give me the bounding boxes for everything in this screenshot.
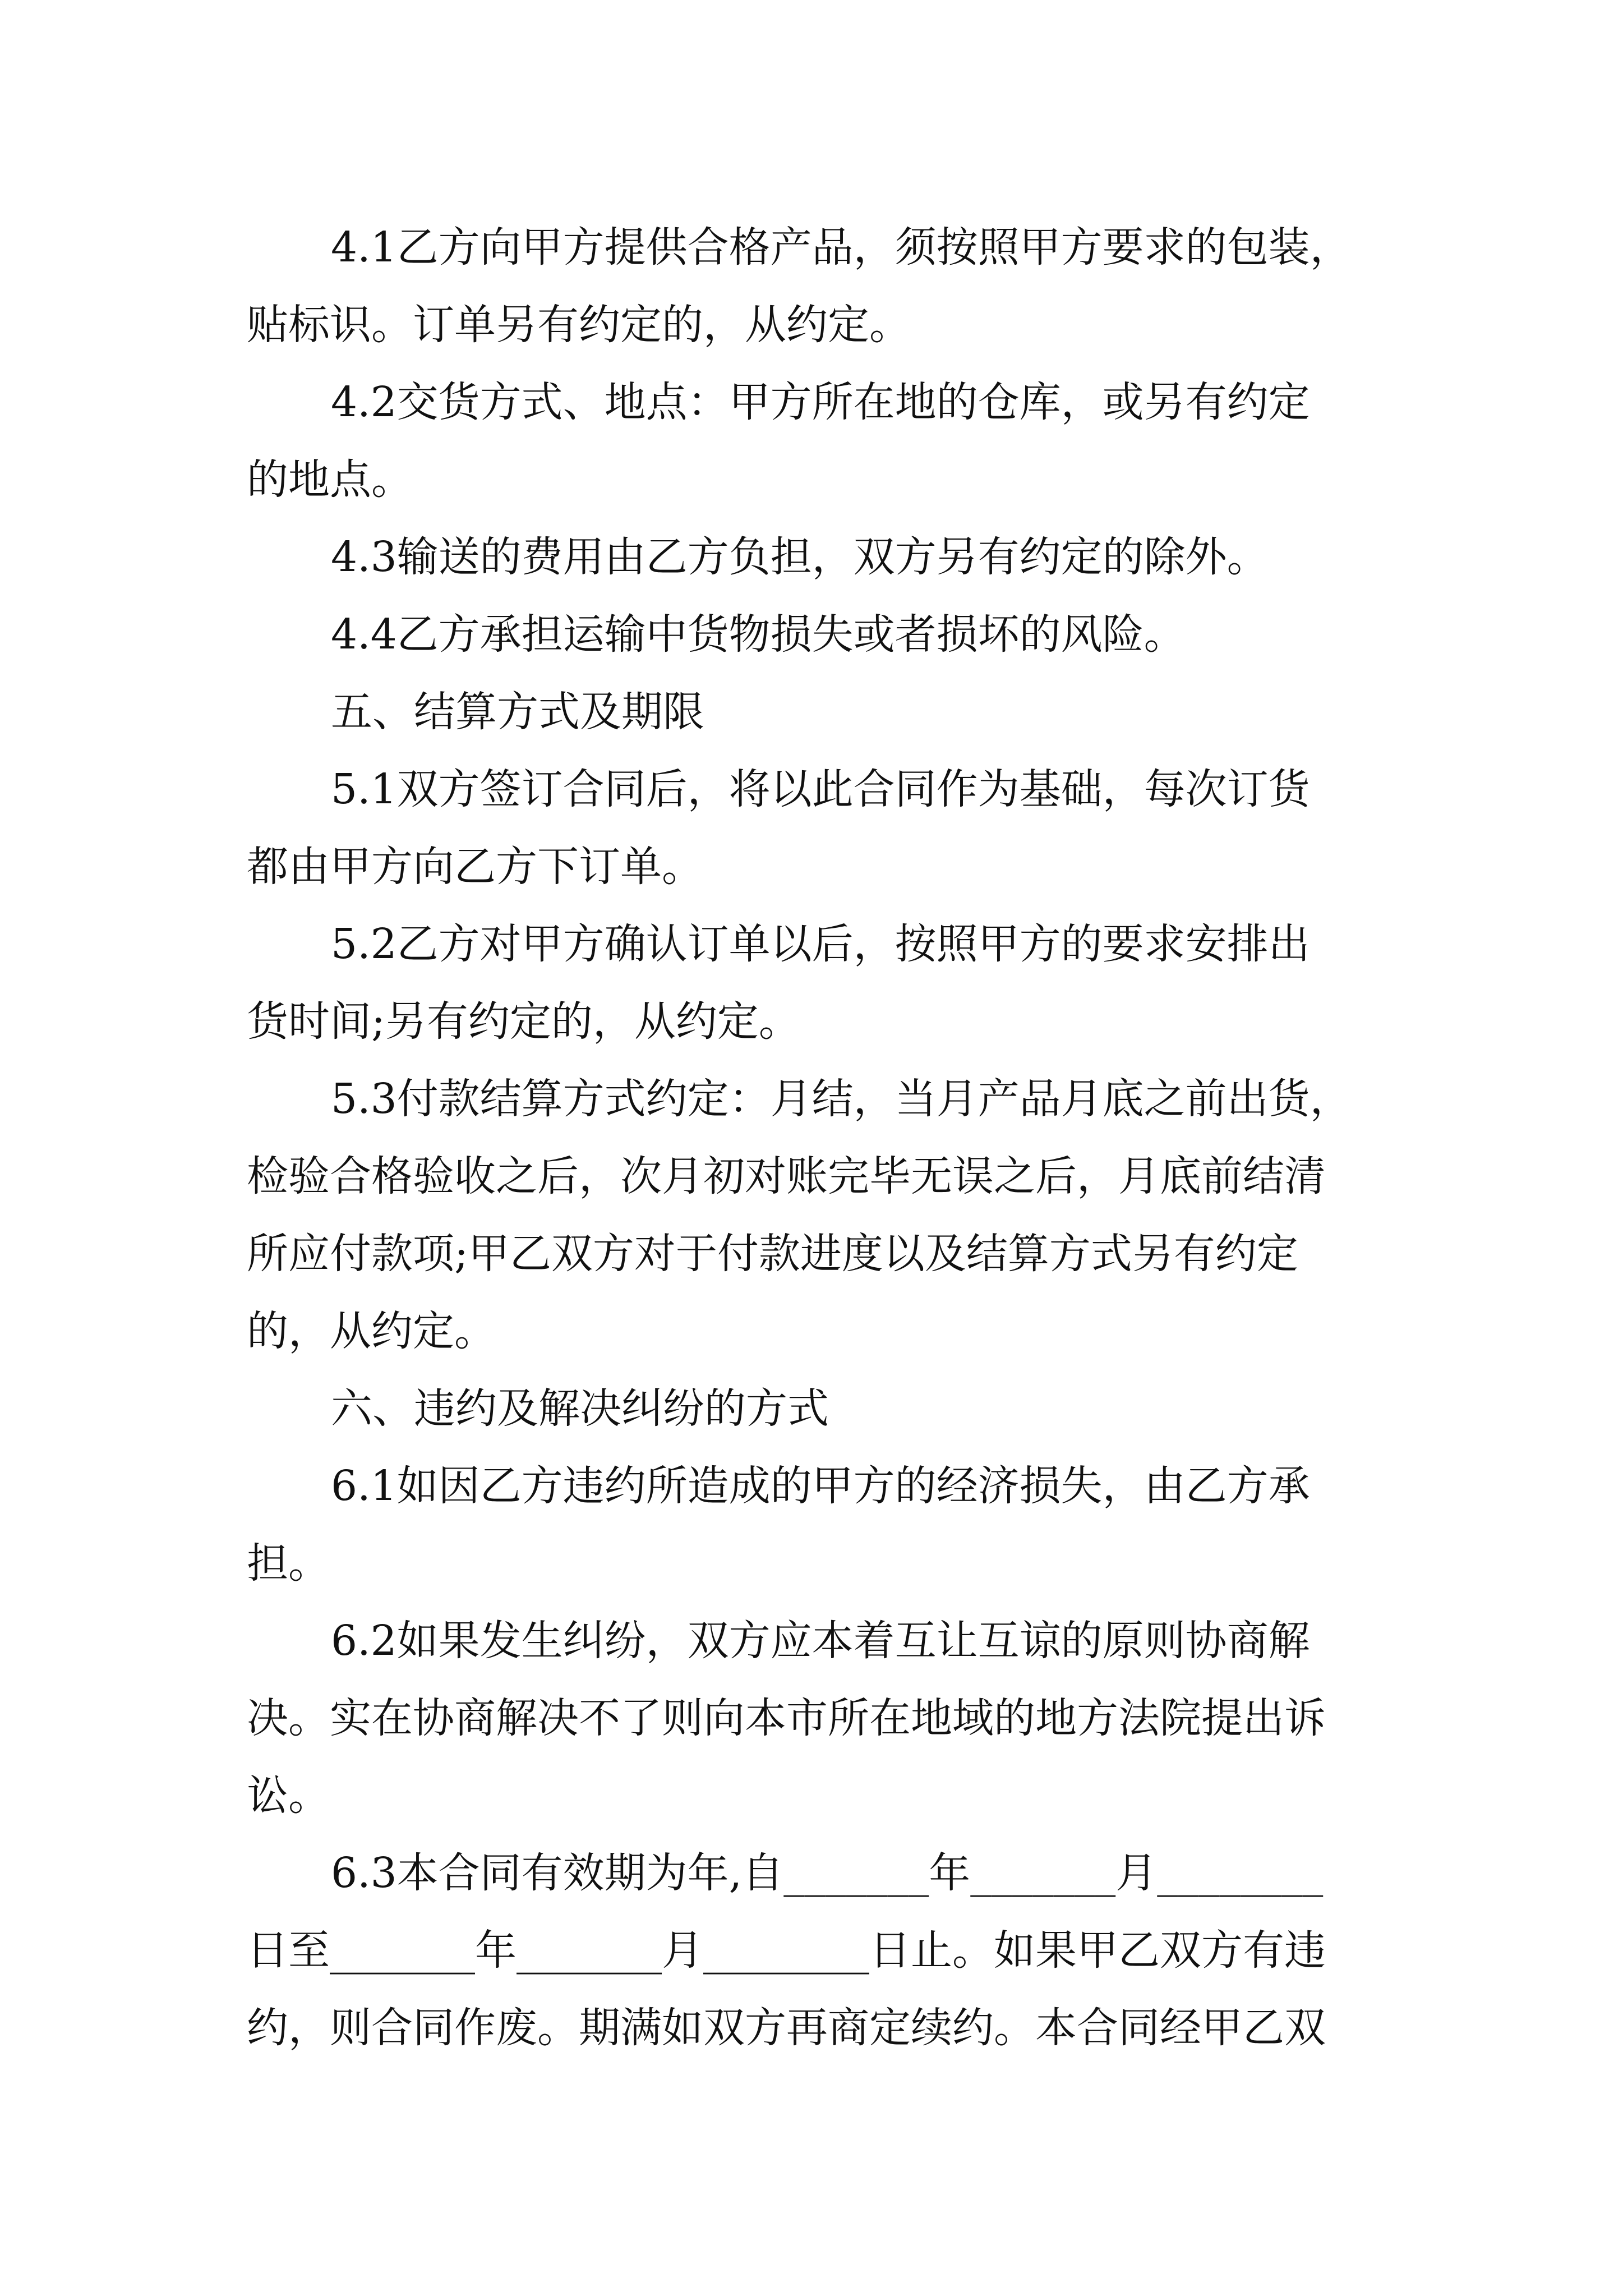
- clause-6-3-line-3: 约，则合同作废。期满如双方再商定续约。本合同经甲乙双: [247, 2004, 1326, 2052]
- clause-5-1-line-1: 5.1双方签订合同后，将以此合同作为基础，每次订货: [331, 765, 1310, 813]
- clause-6-3-line-1: 6.3本合同有效期为年,自_______年_______月________: [331, 1849, 1324, 1897]
- clause-6-2-line-3: 讼。: [247, 1772, 330, 1820]
- clause-5-3-line-3: 所应付款项;甲乙双方对于付款进度以及结算方式另有约定: [247, 1230, 1298, 1278]
- clause-4-1-line-2: 贴标识。订单另有约定的，从约定。: [247, 301, 911, 349]
- clause-4-4: 4.4乙方承担运输中货物损失或者损坏的风险。: [331, 610, 1186, 659]
- clause-5-3-line-4: 的，从约定。: [247, 1307, 496, 1355]
- section-5-heading: 五、结算方式及期限: [331, 688, 704, 736]
- clause-4-3: 4.3输送的费用由乙方负担，双方另有约定的除外。: [331, 533, 1269, 581]
- clause-6-2-line-1: 6.2如果发生纠纷，双方应本着互让互谅的原则协商解: [331, 1617, 1310, 1665]
- clause-5-3-line-1: 5.3付款结算方式约定：月结，当月产品月底之前出货，: [331, 1075, 1352, 1123]
- clause-5-2-line-2: 货时间;另有约定的，从约定。: [247, 997, 800, 1046]
- clause-6-3-line-2: 日至_______年_______月________日止。如果甲乙双方有违: [247, 1926, 1326, 1975]
- clause-5-3-line-2: 检验合格验收之后，次月初对账完毕无误之后，月底前结清: [247, 1152, 1326, 1200]
- clause-5-2-line-1: 5.2乙方对甲方确认订单以后，按照甲方的要求安排出: [331, 920, 1310, 968]
- clause-6-2-line-2: 决。实在协商解决不了则向本市所在地域的地方法院提出诉: [247, 1694, 1326, 1742]
- clause-6-1-line-2: 担。: [247, 1539, 330, 1588]
- clause-4-1-line-1: 4.1乙方向甲方提供合格产品，须按照甲方要求的包装，: [331, 223, 1352, 272]
- section-6-heading: 六、违约及解决纠纷的方式: [331, 1384, 829, 1433]
- clause-6-1-line-1: 6.1如因乙方违约所造成的甲方的经济损失，由乙方承: [331, 1462, 1310, 1510]
- clause-4-2-line-1: 4.2交货方式、地点：甲方所在地的仓库，或另有约定: [331, 378, 1310, 426]
- clause-5-1-line-2: 都由甲方向乙方下订单。: [247, 843, 703, 891]
- clause-4-2-line-2: 的地点。: [247, 455, 413, 504]
